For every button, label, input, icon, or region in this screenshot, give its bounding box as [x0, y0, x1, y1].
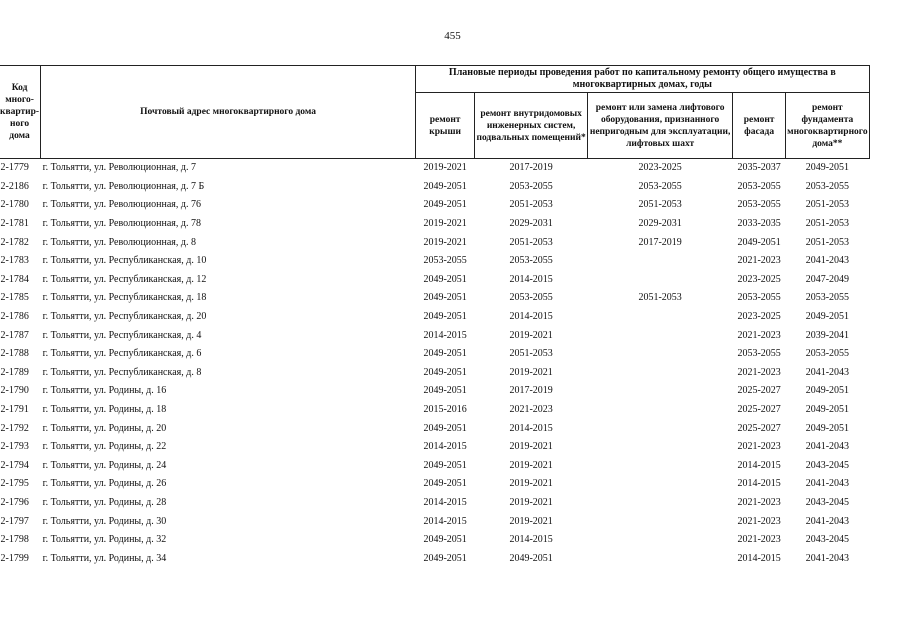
cell-systems: 2014-2015 — [509, 273, 553, 285]
cell-roof: 2049-2051 — [423, 273, 467, 285]
cell-roof: 2014-2015 — [423, 441, 467, 453]
cell-lift — [588, 364, 733, 383]
table-row — [0, 345, 869, 364]
cell-facade: 2023-2025 — [737, 273, 781, 285]
cell-roof: 2014-2015 — [423, 515, 467, 527]
cell-foundation: 2049-2051 — [805, 422, 850, 434]
table-row — [0, 531, 869, 550]
cell-roof: 2053-2055 — [423, 255, 467, 267]
cell-lift: 2051-2053 — [638, 292, 682, 304]
table-row — [0, 252, 869, 271]
cell-roof: 2019-2021 — [423, 162, 467, 174]
cell-facade: 2053-2055 — [737, 180, 781, 192]
header-address: Почтовый адрес многоквартирного дома — [41, 66, 416, 159]
cell-roof: 2014-2015 — [423, 496, 467, 508]
cell-facade: 2025-2027 — [737, 404, 781, 416]
cell-foundation: 2041-2043 — [805, 478, 850, 490]
cell-roof: 2015-2016 — [423, 404, 467, 416]
cell-facade: 2049-2051 — [737, 236, 781, 248]
cell-facade: 2025-2027 — [737, 422, 781, 434]
table-row — [0, 419, 869, 438]
header-lift: ремонт или замена лифтового оборудования, признанного непригодным для эксплуатации, лифтовых шахт — [588, 93, 733, 159]
cell-foundation: 2051-2053 — [805, 236, 850, 248]
cell-systems: 2049-2051 — [509, 552, 553, 564]
cell-lift — [588, 401, 733, 420]
table-body — [0, 159, 869, 569]
cell-code: 2-1788 — [0, 348, 29, 360]
cell-facade: 2014-2015 — [737, 459, 781, 471]
cell-code: 2-1789 — [0, 366, 29, 378]
cell-roof: 2049-2051 — [423, 422, 467, 434]
cell-systems: 2014-2015 — [509, 422, 553, 434]
cell-systems: 2051-2053 — [509, 199, 553, 211]
cell-address: г. Тольятти, ул. Революционная, д. 7 — [42, 162, 196, 174]
cell-foundation: 2051-2053 — [805, 199, 850, 211]
cell-foundation: 2051-2053 — [805, 218, 850, 230]
cell-systems: 2019-2021 — [509, 441, 553, 453]
cell-lift: 2017-2019 — [638, 236, 682, 248]
cell-code: 2-1783 — [0, 255, 29, 267]
cell-lift — [588, 308, 733, 327]
cell-address: г. Тольятти, ул. Родины, д. 22 — [42, 441, 167, 453]
cell-foundation: 2041-2043 — [805, 441, 850, 453]
cell-code: 2-1785 — [0, 292, 29, 304]
cell-code: 2-1792 — [0, 422, 29, 434]
header-roof: ремонт крыши — [416, 93, 475, 159]
table-row — [0, 326, 869, 345]
cell-foundation: 2039-2041 — [805, 329, 850, 341]
cell-lift: 2029-2031 — [638, 218, 682, 230]
table-row — [0, 512, 869, 531]
cell-lift — [588, 494, 733, 513]
cell-foundation: 2047-2049 — [805, 273, 850, 285]
cell-facade: 2021-2023 — [737, 534, 781, 546]
cell-lift — [588, 382, 733, 401]
table-row — [0, 401, 869, 420]
cell-facade: 2021-2023 — [737, 329, 781, 341]
cell-address: г. Тольятти, ул. Родины, д. 26 — [42, 478, 167, 490]
cell-facade: 2033-2035 — [737, 218, 781, 230]
cell-roof: 2014-2015 — [423, 329, 467, 341]
cell-systems: 2051-2053 — [509, 348, 553, 360]
cell-lift: 2051-2053 — [638, 199, 682, 211]
cell-address: г. Тольятти, ул. Республиканская, д. 8 — [42, 366, 202, 378]
cell-roof: 2049-2051 — [423, 348, 467, 360]
cell-roof: 2049-2051 — [423, 385, 467, 397]
cell-lift — [588, 345, 733, 364]
cell-systems: 2019-2021 — [509, 478, 553, 490]
cell-systems: 2019-2021 — [509, 329, 553, 341]
cell-systems: 2019-2021 — [509, 366, 553, 378]
cell-facade: 2053-2055 — [737, 199, 781, 211]
cell-foundation: 2053-2055 — [805, 180, 850, 192]
cell-systems: 2019-2021 — [509, 459, 553, 471]
cell-address: г. Тольятти, ул. Родины, д. 16 — [42, 385, 167, 397]
cell-address: г. Тольятти, ул. Революционная, д. 7 Б — [42, 180, 205, 192]
cell-systems: 2053-2055 — [509, 180, 553, 192]
cell-facade: 2025-2027 — [737, 385, 781, 397]
cell-lift — [588, 531, 733, 550]
cell-foundation: 2041-2043 — [805, 255, 850, 267]
table-row — [0, 457, 869, 476]
cell-code: 2-1781 — [0, 218, 29, 230]
cell-facade: 2014-2015 — [737, 478, 781, 490]
cell-systems: 2053-2055 — [509, 292, 553, 304]
table-row — [0, 475, 869, 494]
cell-systems: 2017-2019 — [509, 385, 553, 397]
cell-facade: 2021-2023 — [737, 496, 781, 508]
table-row — [0, 196, 869, 215]
cell-facade: 2021-2023 — [737, 255, 781, 267]
cell-roof: 2049-2051 — [423, 459, 467, 471]
cell-roof: 2049-2051 — [423, 534, 467, 546]
cell-address: г. Тольятти, ул. Родины, д. 34 — [42, 552, 167, 564]
cell-code: 2-1798 — [0, 534, 29, 546]
cell-code: 2-1794 — [0, 459, 29, 471]
cell-code: 2-1779 — [0, 162, 29, 174]
cell-roof: 2049-2051 — [423, 199, 467, 211]
cell-foundation: 2041-2043 — [805, 515, 850, 527]
cell-code: 2-1799 — [0, 552, 29, 564]
cell-address: г. Тольятти, ул. Родины, д. 32 — [42, 534, 167, 546]
cell-lift — [588, 326, 733, 345]
cell-roof: 2049-2051 — [423, 366, 467, 378]
cell-address: г. Тольятти, ул. Родины, д. 28 — [42, 496, 167, 508]
cell-foundation: 2041-2043 — [805, 552, 850, 564]
cell-systems: 2014-2015 — [509, 534, 553, 546]
header-facade: ремонт фасада — [733, 93, 786, 159]
cell-code: 2-1796 — [0, 496, 29, 508]
cell-address: г. Тольятти, ул. Республиканская, д. 12 — [42, 273, 207, 285]
cell-address: г. Тольятти, ул. Родины, д. 24 — [42, 459, 167, 471]
cell-foundation: 2049-2051 — [805, 162, 850, 174]
cell-lift — [588, 252, 733, 271]
header-periods-group: Плановые периоды проведения работ по капитальному ремонту общего имущества в многоквартирных домах, годы — [416, 66, 870, 93]
cell-code: 2-1795 — [0, 478, 29, 490]
cell-foundation: 2043-2045 — [805, 534, 850, 546]
cell-address: г. Тольятти, ул. Революционная, д. 8 — [42, 236, 196, 248]
cell-foundation: 2041-2043 — [805, 366, 850, 378]
table-row — [0, 289, 869, 308]
cell-facade: 2023-2025 — [737, 311, 781, 323]
cell-facade: 2021-2023 — [737, 515, 781, 527]
cell-code: 2-1782 — [0, 236, 29, 248]
cell-lift — [588, 512, 733, 531]
table-row — [0, 494, 869, 513]
cell-roof: 2049-2051 — [423, 552, 467, 564]
cell-facade: 2035-2037 — [737, 162, 781, 174]
cell-facade: 2021-2023 — [737, 366, 781, 378]
cell-foundation: 2049-2051 — [805, 404, 850, 416]
cell-foundation: 2043-2045 — [805, 496, 850, 508]
cell-facade: 2053-2055 — [737, 348, 781, 360]
cell-address: г. Тольятти, ул. Республиканская, д. 20 — [42, 311, 207, 323]
cell-code: 2-1780 — [0, 199, 29, 211]
cell-foundation: 2049-2051 — [805, 311, 850, 323]
cell-foundation: 2049-2051 — [805, 385, 850, 397]
cell-address: г. Тольятти, ул. Революционная, д. 78 — [42, 218, 201, 230]
cell-address: г. Тольятти, ул. Родины, д. 18 — [42, 404, 167, 416]
cell-lift — [588, 549, 733, 568]
cell-lift: 2053-2055 — [638, 180, 682, 192]
cell-code: 2-1784 — [0, 273, 29, 285]
cell-systems: 2019-2021 — [509, 515, 553, 527]
cell-code: 2-1791 — [0, 404, 29, 416]
cell-foundation: 2043-2045 — [805, 459, 850, 471]
cell-roof: 2019-2021 — [423, 218, 467, 230]
table-row — [0, 438, 869, 457]
cell-roof: 2049-2051 — [423, 292, 467, 304]
cell-systems: 2021-2023 — [509, 404, 553, 416]
cell-address: г. Тольятти, ул. Родины, д. 30 — [42, 515, 167, 527]
cell-systems: 2053-2055 — [509, 255, 553, 267]
table-row — [0, 382, 869, 401]
cell-lift — [588, 475, 733, 494]
cell-systems: 2029-2031 — [509, 218, 553, 230]
cell-roof: 2019-2021 — [423, 236, 467, 248]
cell-address: г. Тольятти, ул. Республиканская, д. 18 — [42, 292, 207, 304]
header-systems: ремонт внутридомовых инженерных систем, подвальных помещений* — [475, 93, 588, 159]
cell-foundation: 2053-2055 — [805, 348, 850, 360]
header-code: Код много- квартир- ного дома — [0, 66, 41, 159]
table-row — [0, 178, 869, 197]
cell-code: 2-1793 — [0, 441, 29, 453]
table-row — [0, 364, 869, 383]
cell-lift — [588, 271, 733, 290]
capital-repair-table — [0, 65, 870, 568]
header-foundation: ремонт фундамента многоквартирного дома** — [786, 93, 870, 159]
cell-lift — [588, 457, 733, 476]
cell-code: 2-1797 — [0, 515, 29, 527]
table-row — [0, 271, 869, 290]
cell-code: 2-1786 — [0, 311, 29, 323]
cell-code: 2-1787 — [0, 329, 29, 341]
cell-lift — [588, 419, 733, 438]
cell-lift — [588, 438, 733, 457]
cell-address: г. Тольятти, ул. Республиканская, д. 6 — [42, 348, 202, 360]
cell-roof: 2049-2051 — [423, 478, 467, 490]
table-row — [0, 549, 869, 568]
cell-code: 2-2186 — [0, 180, 29, 192]
cell-foundation: 2053-2055 — [805, 292, 850, 304]
cell-systems: 2051-2053 — [509, 236, 553, 248]
table-row — [0, 159, 869, 178]
cell-address: г. Тольятти, ул. Республиканская, д. 10 — [42, 255, 207, 267]
cell-facade: 2053-2055 — [737, 292, 781, 304]
cell-address: г. Тольятти, ул. Революционная, д. 76 — [42, 199, 201, 211]
cell-address: г. Тольятти, ул. Республиканская, д. 4 — [42, 329, 202, 341]
cell-systems: 2017-2019 — [509, 162, 553, 174]
cell-code: 2-1790 — [0, 385, 29, 397]
table-row — [0, 233, 869, 252]
cell-lift: 2023-2025 — [638, 162, 682, 174]
cell-systems: 2019-2021 — [509, 496, 553, 508]
cell-systems: 2014-2015 — [509, 311, 553, 323]
cell-facade: 2014-2015 — [737, 552, 781, 564]
table-row — [0, 215, 869, 234]
cell-address: г. Тольятти, ул. Родины, д. 20 — [42, 422, 167, 434]
table-row — [0, 308, 869, 327]
cell-roof: 2049-2051 — [423, 311, 467, 323]
cell-roof: 2049-2051 — [423, 180, 467, 192]
page-number: 455 — [444, 30, 461, 42]
cell-facade: 2021-2023 — [737, 441, 781, 453]
